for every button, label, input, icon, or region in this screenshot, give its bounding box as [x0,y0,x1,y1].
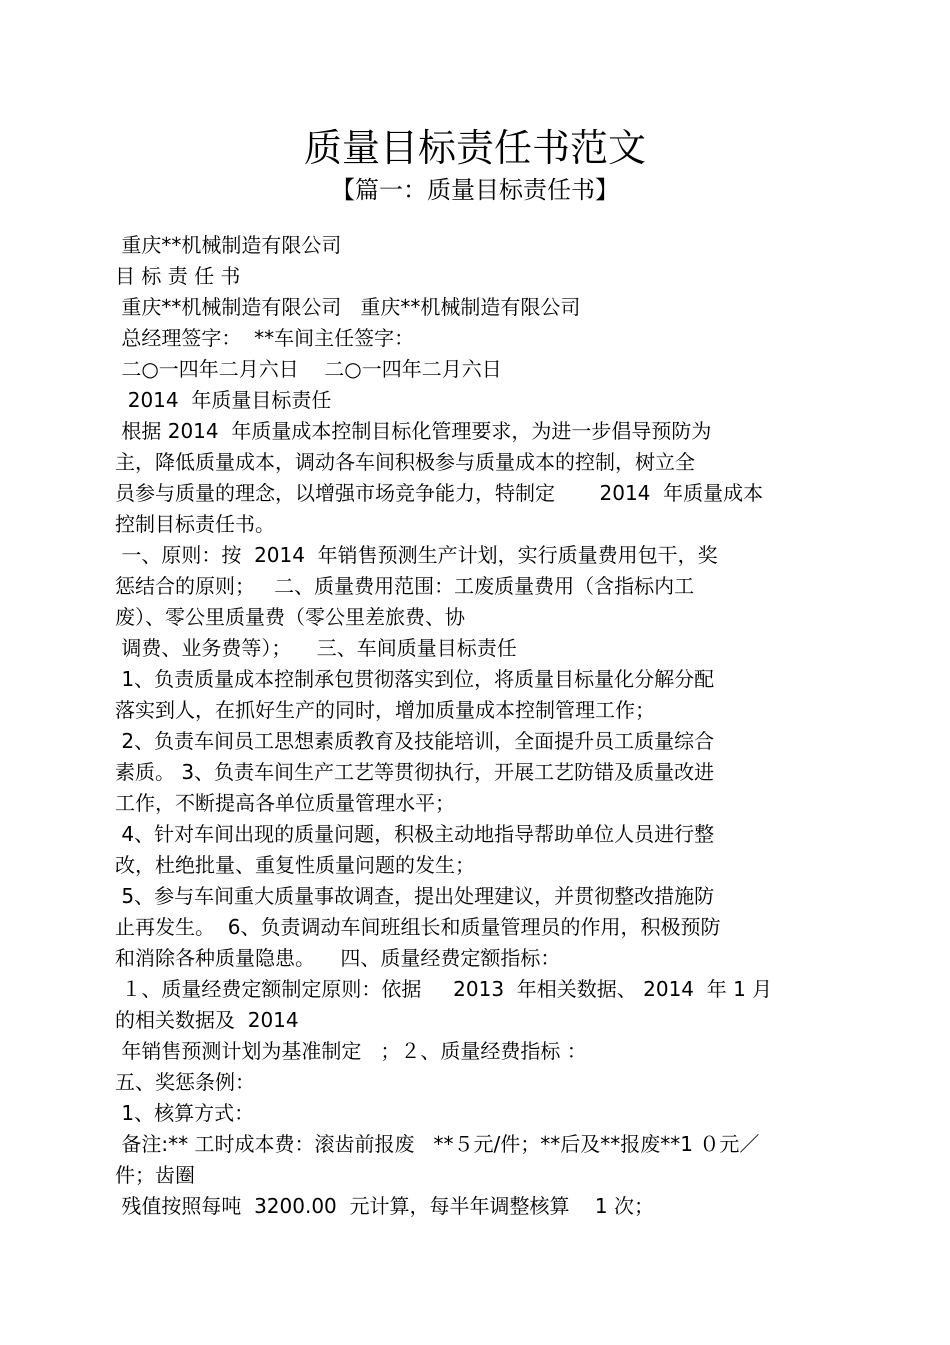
text-line: 和消除各种质量隐患。 四、质量经费定额指标： [115,946,561,970]
text-line: 一、原则：按 2014 年销售预测生产计划，实行质量费用包干，奖 [115,543,718,567]
text-line: 件；齿圈 [115,1163,195,1187]
text-line: 改，杜绝批量、重复性质量问题的发生； [115,853,475,877]
document-subtitle: 【篇一：质量目标责任书】 [331,176,619,204]
text-line: 工作，不断提高各单位质量管理水平； [115,791,455,815]
text-line: 落实到人，在抓好生产的同时，增加质量成本控制管理工作； [115,698,655,722]
text-line: 重庆**机械制造有限公司 重庆**机械制造有限公司 [115,295,581,319]
text-line: 2014 年质量目标责任 [115,388,332,412]
text-line: 1、核算方式： [115,1101,255,1125]
text-line: １、质量经费定额制定原则：依据 2013 年相关数据、 2014 年 1 月 [115,977,773,1001]
text-line: 员参与质量的理念，以增强市场竞争能力，特制定 2014 年质量成本 [115,481,764,505]
text-line: 备注:** 工时成本费：滚齿前报废 **５元/件；**后及**报废**1 ０元／ [115,1132,760,1156]
document-body [115,230,845,1222]
text-line: 的相关数据及 2014 [115,1008,299,1032]
text-line: 五、奖惩条例： [115,1070,255,1094]
text-line: 2、负责车间员工思想素质教育及技能培训，全面提升员工质量综合 [115,729,715,753]
text-line: 主，降低质量成本，调动各车间积极参与质量成本的控制，树立全 [115,450,695,474]
text-line: 5、参与车间重大质量事故调查，提出处理建议，并贯彻整改措施防 [115,884,715,908]
text-line: 止再发生。 6、负责调动车间班组长和质量管理员的作用，积极预防 [115,915,721,939]
document-title: 质量目标责任书范文 [303,126,646,170]
text-line: 二○一四年二月六日 二○一四年二月六日 [115,357,502,381]
text-line: 重庆**机械制造有限公司 [115,233,342,257]
text-line: 年销售预测计划为基准制定 ；２、质量经费指标 ： [115,1039,587,1063]
text-line: 根据 2014 年质量成本控制目标化管理要求，为进一步倡导预防为 [115,419,712,443]
text-line: 目 标 责 任 书 [115,264,241,288]
text-line: 控制目标责任书。 [115,512,275,536]
text-line: 残值按照每吨 3200.00 元计算，每半年调整核算 1 次； [115,1194,655,1218]
text-line: 调费、业务费等）； 三、车间质量目标责任 [115,636,517,660]
text-line: 惩结合的原则； 二、质量费用范围：工废质量费用（含指标内工 [115,574,695,598]
text-line: 废）、零公里质量费（零公里差旅费、协 [115,605,465,629]
text-line: 1、负责质量成本控制承包贯彻落实到位，将质量目标量化分解分配 [115,667,715,691]
text-line: 总经理签字： **车间主任签字： [115,326,415,350]
text-line: 素质。 3、负责车间生产工艺等贯彻执行，开展工艺防错及质量改进 [115,760,715,784]
text-line: 4、针对车间出现的质量问题，积极主动地指导帮助单位人员进行整 [115,822,715,846]
